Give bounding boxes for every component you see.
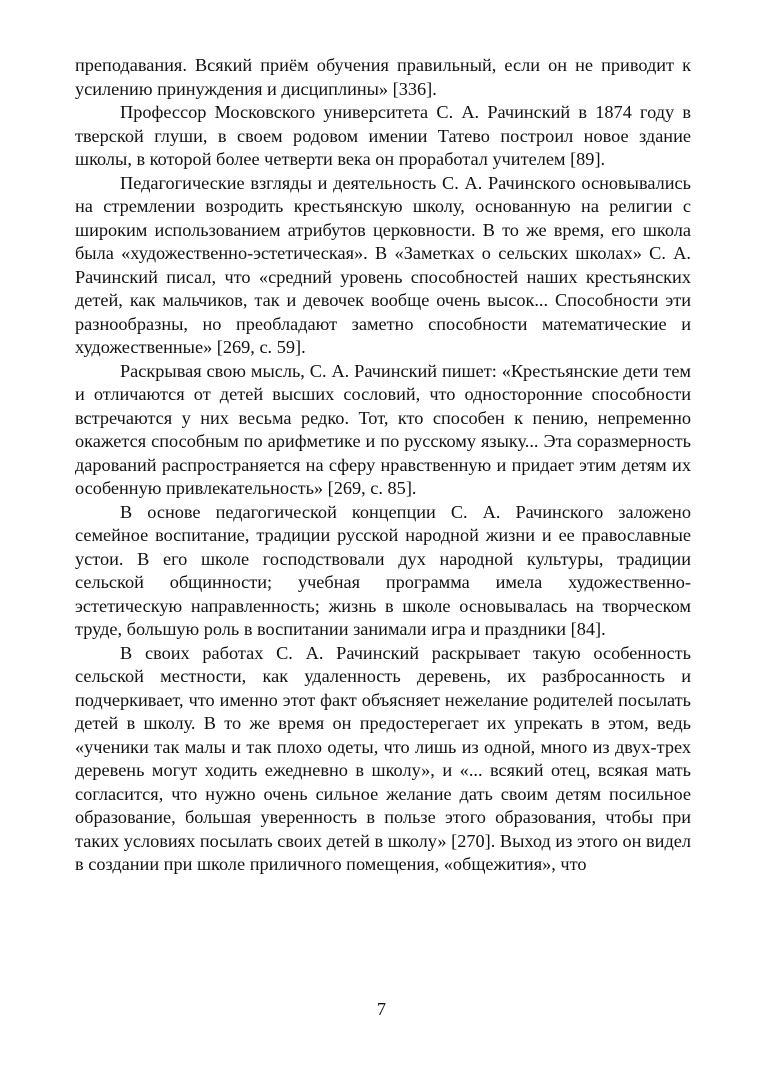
- paragraph-rural-schools: В своих работах С. А. Рачинский раскрывает такую особенность сельской местности, как удаленность деревень, их разбросанность и подчеркивает, что именно этот факт объясняет нежелание родителей посылать детей в школу. В то же время он предостерегает их упрекать в этом, ведь «ученики так малы и так плохо одеты, что лишь из одной, много из двух-трех деревень могут ходить ежедневно в школу», и «... всякий отец, всякая мать согласится, что нужно очень сильное желание дать своим детям посильное образование, большая уверенность в пользе этого образования, чтобы при таких условиях посылать своих детей в школу» [270]. Выход из этого он видел в создании при школе приличного помещения, «общежития», что: [75, 642, 691, 874]
- paragraph-continuation: преподавания. Всякий приём обучения правильный, если он не приводит к усилению принуждения и дисциплины» [336].: [75, 55, 691, 99]
- paragraph-rachinsky-tatevo: Профессор Московского университета С. А. Рачинский в 1874 году в тверской глуши, в своем родовом имении Татево построил новое здание школы, в которой более четверти века он проработал учителем [89].: [75, 102, 691, 169]
- paragraph-concept-basis: В основе педагогической концепции С. А. Рачинского заложено семейное воспитание, традиции русской народной жизни и ее православные устои. В его школе господствовали дух народной культуры, традиции сельской общинности; учебная программа имела художественно-эстетическую направленность; жизнь в школе основывалась на творческом труде, большую роль в воспитании занимали игра и праздники [84].: [75, 501, 691, 639]
- paragraph-pedagogical-views: Педагогические взгляды и деятельность С. А. Рачинского основывались на стремлении возродить крестьянскую школу, основанную на религии с широким использованием атрибутов церковности. В то же время, его школа была «художественно-эстетическая». В «Заметках о сельских школах» С. А. Рачинский писал, что «средний уровень способностей наших крестьянских детей, как мальчиков, так и девочек вообще очень высок... Способности эти разнообразны, но преобладают заметно способности математические и художественные» [269, с. 59].: [75, 172, 691, 357]
- paragraph-peasant-children: Раскрывая свою мысль, С. А. Рачинский пишет: «Крестьянские дети тем и отличаются от детей высших сословий, что односторонние способности встречаются у них весьма редко. Тот, кто способен к пению, непременно окажется способным по арифметике и по русскому языку... Эта соразмерность дарований распространяется на сферу нравственную и придает этим детям их особенную привлекательность» [269, с. 85].: [75, 360, 691, 498]
- body-text: [75, 54, 691, 877]
- page-number: 7: [376, 999, 387, 1019]
